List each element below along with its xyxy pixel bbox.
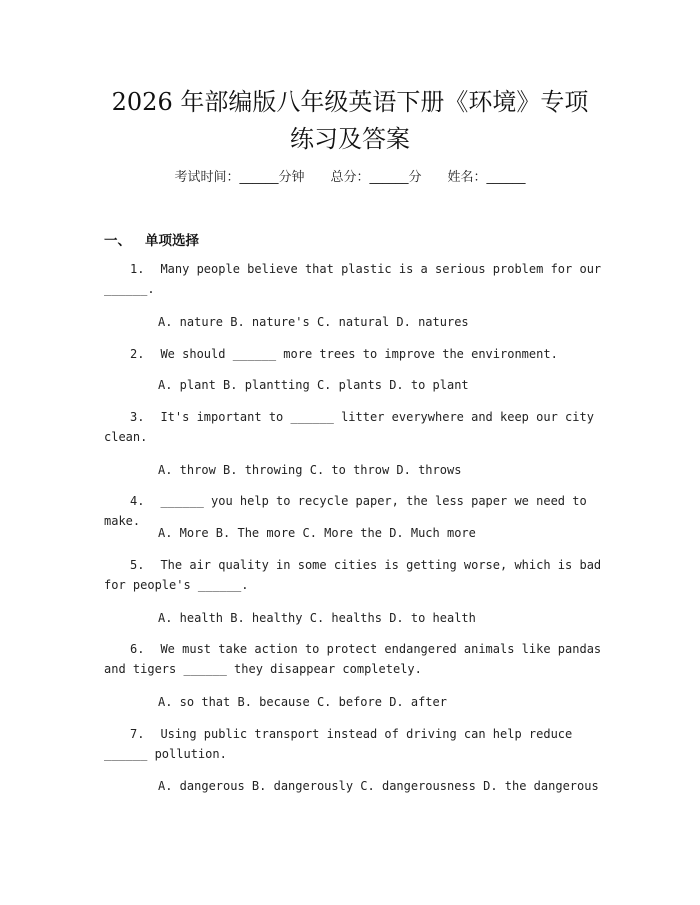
question-number: 6. bbox=[130, 642, 145, 656]
question-number: 5. bbox=[130, 558, 145, 572]
question-6 bbox=[104, 639, 614, 679]
question-2-options: A. plant B. plantting C. plants D. to plant bbox=[158, 378, 469, 392]
section-title: 单项选择 bbox=[145, 233, 199, 249]
question-number: 7. bbox=[130, 727, 145, 741]
question-4-options: A. More B. The more C. More the D. Much more bbox=[158, 526, 476, 540]
question-text: We must take action to protect endangered animals like pandas and tigers ______ they disappear completely. bbox=[104, 642, 602, 676]
question-text: ______ you help to recycle paper, the less paper we need to make. bbox=[104, 494, 587, 528]
exam-score: 总分：______分 bbox=[330, 170, 422, 185]
title-line-1: 2026 年部编版八年级英语下册《环境》专项 bbox=[111, 88, 589, 116]
question-3-options: A. throw B. throwing C. to throw D. throws bbox=[158, 463, 462, 477]
exam-info bbox=[0, 168, 700, 188]
question-6-options: A. so that B. because C. before D. after bbox=[158, 695, 447, 709]
section-number: 一、 bbox=[104, 233, 131, 249]
document-title bbox=[60, 84, 640, 158]
student-name: 姓名：______ bbox=[447, 170, 526, 185]
question-2 bbox=[104, 344, 614, 364]
section-heading bbox=[104, 229, 199, 249]
question-text: The air quality in some cities is getting worse, which is bad for people's ______. bbox=[104, 558, 602, 592]
question-text: Using public transport instead of driving can help reduce ______ pollution. bbox=[104, 727, 573, 761]
question-1 bbox=[104, 259, 614, 299]
question-text: It's important to ______ litter everywhere and keep our city clean. bbox=[104, 410, 594, 444]
question-7 bbox=[104, 724, 614, 764]
question-1-options: A. nature B. nature's C. natural D. natures bbox=[158, 315, 469, 329]
question-5-options: A. health B. healthy C. healths D. to health bbox=[158, 611, 476, 625]
question-number: 4. bbox=[130, 494, 145, 508]
question-7-options: A. dangerous B. dangerously C. dangerousness D. the dangerous bbox=[158, 779, 599, 793]
question-text: We should ______ more trees to improve the environment. bbox=[160, 347, 558, 361]
question-number: 3. bbox=[130, 410, 145, 424]
exam-time: 考试时间：______分钟 bbox=[174, 170, 305, 185]
question-3 bbox=[104, 407, 614, 447]
question-text: Many people believe that plastic is a serious problem for our ______. bbox=[104, 262, 602, 296]
question-number: 1. bbox=[130, 262, 145, 276]
question-number: 2. bbox=[130, 347, 145, 361]
question-5 bbox=[104, 555, 614, 595]
title-line-2: 练习及答案 bbox=[290, 125, 410, 153]
